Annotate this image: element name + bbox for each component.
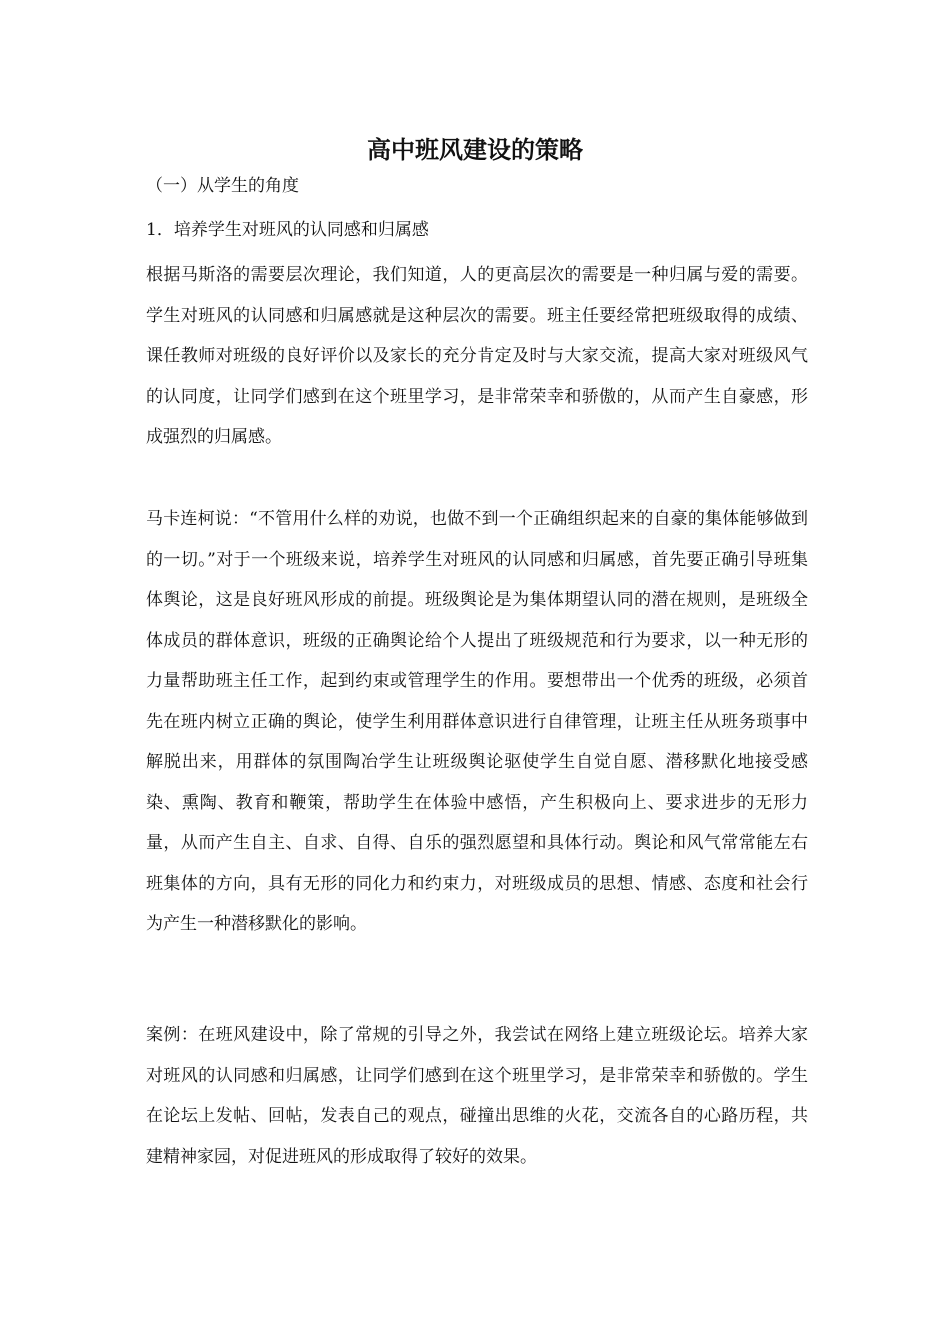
paragraph-case-study: 案例：在班风建设中，除了常规的引导之外，我尝试在网络上建立班级论坛。培养大家对班风的认同感和归属感，让同学们感到在这个班里学习，是非常荣幸和骄傲的。学生在论坛上发帖、回帖，发表自己的观点，碰撞出思维的火花，交流各自的心路历程，共建精神家园，对促进班风的形成取得了较好的效果。: [146, 1025, 808, 1167]
subheading: 1．培养学生对班风的认同感和归属感: [146, 220, 429, 240]
paragraph-maslow: 根据马斯洛的需要层次理论，我们知道，人的更高层次的需要是一种归属与爱的需要。学生对班风的认同感和归属感就是这种层次的需要。班主任要经常把班级取得的成绩、课任教师对班级的良好评价以及家长的充分肯定及时与大家交流，提高大家对班级风气的认同度，让同学们感到在这个班里学习，是非常荣幸和骄傲的，从而产生自豪感，形成强烈的归属感。: [146, 265, 808, 447]
paragraph-makarenko: 马卡连柯说：“不管用什么样的劝说，也做不到一个正确组织起来的自豪的集体能够做到的一切。”对于一个班级来说，培养学生对班风的认同感和归属感，首先要正确引导班集体舆论，这是良好班风形成的前提。班级舆论是为集体期望认同的潜在规则，是班级全体成员的群体意识，班级的正确舆论给个人提出了班级规范和行为要求，以一种无形的力量帮助班主任工作，起到约束或管理学生的作用。要想带出一个优秀的班级，必须首先在班内树立正确的舆论，使学生利用群体意识进行自律管理，让班主任从班务琐事中解脱出来，用群体的氛围陶冶学生让班级舆论驱使学生自觉自愿、潜移默化地接受感染、熏陶、教育和鞭策，帮助学生在体验中感悟，产生积极向上、要求进步的无形力量，从而产生自主、自求、自得、自乐的强烈愿望和具体行动。舆论和风气常常能左右班集体的方向，具有无形的同化力和约束力，对班级成员的思想、情感、态度和社会行为产生一种潜移默化的影响。: [146, 509, 808, 934]
document-title: 高中班风建设的策略: [367, 135, 583, 164]
section-heading: （一）从学生的角度: [146, 176, 299, 196]
